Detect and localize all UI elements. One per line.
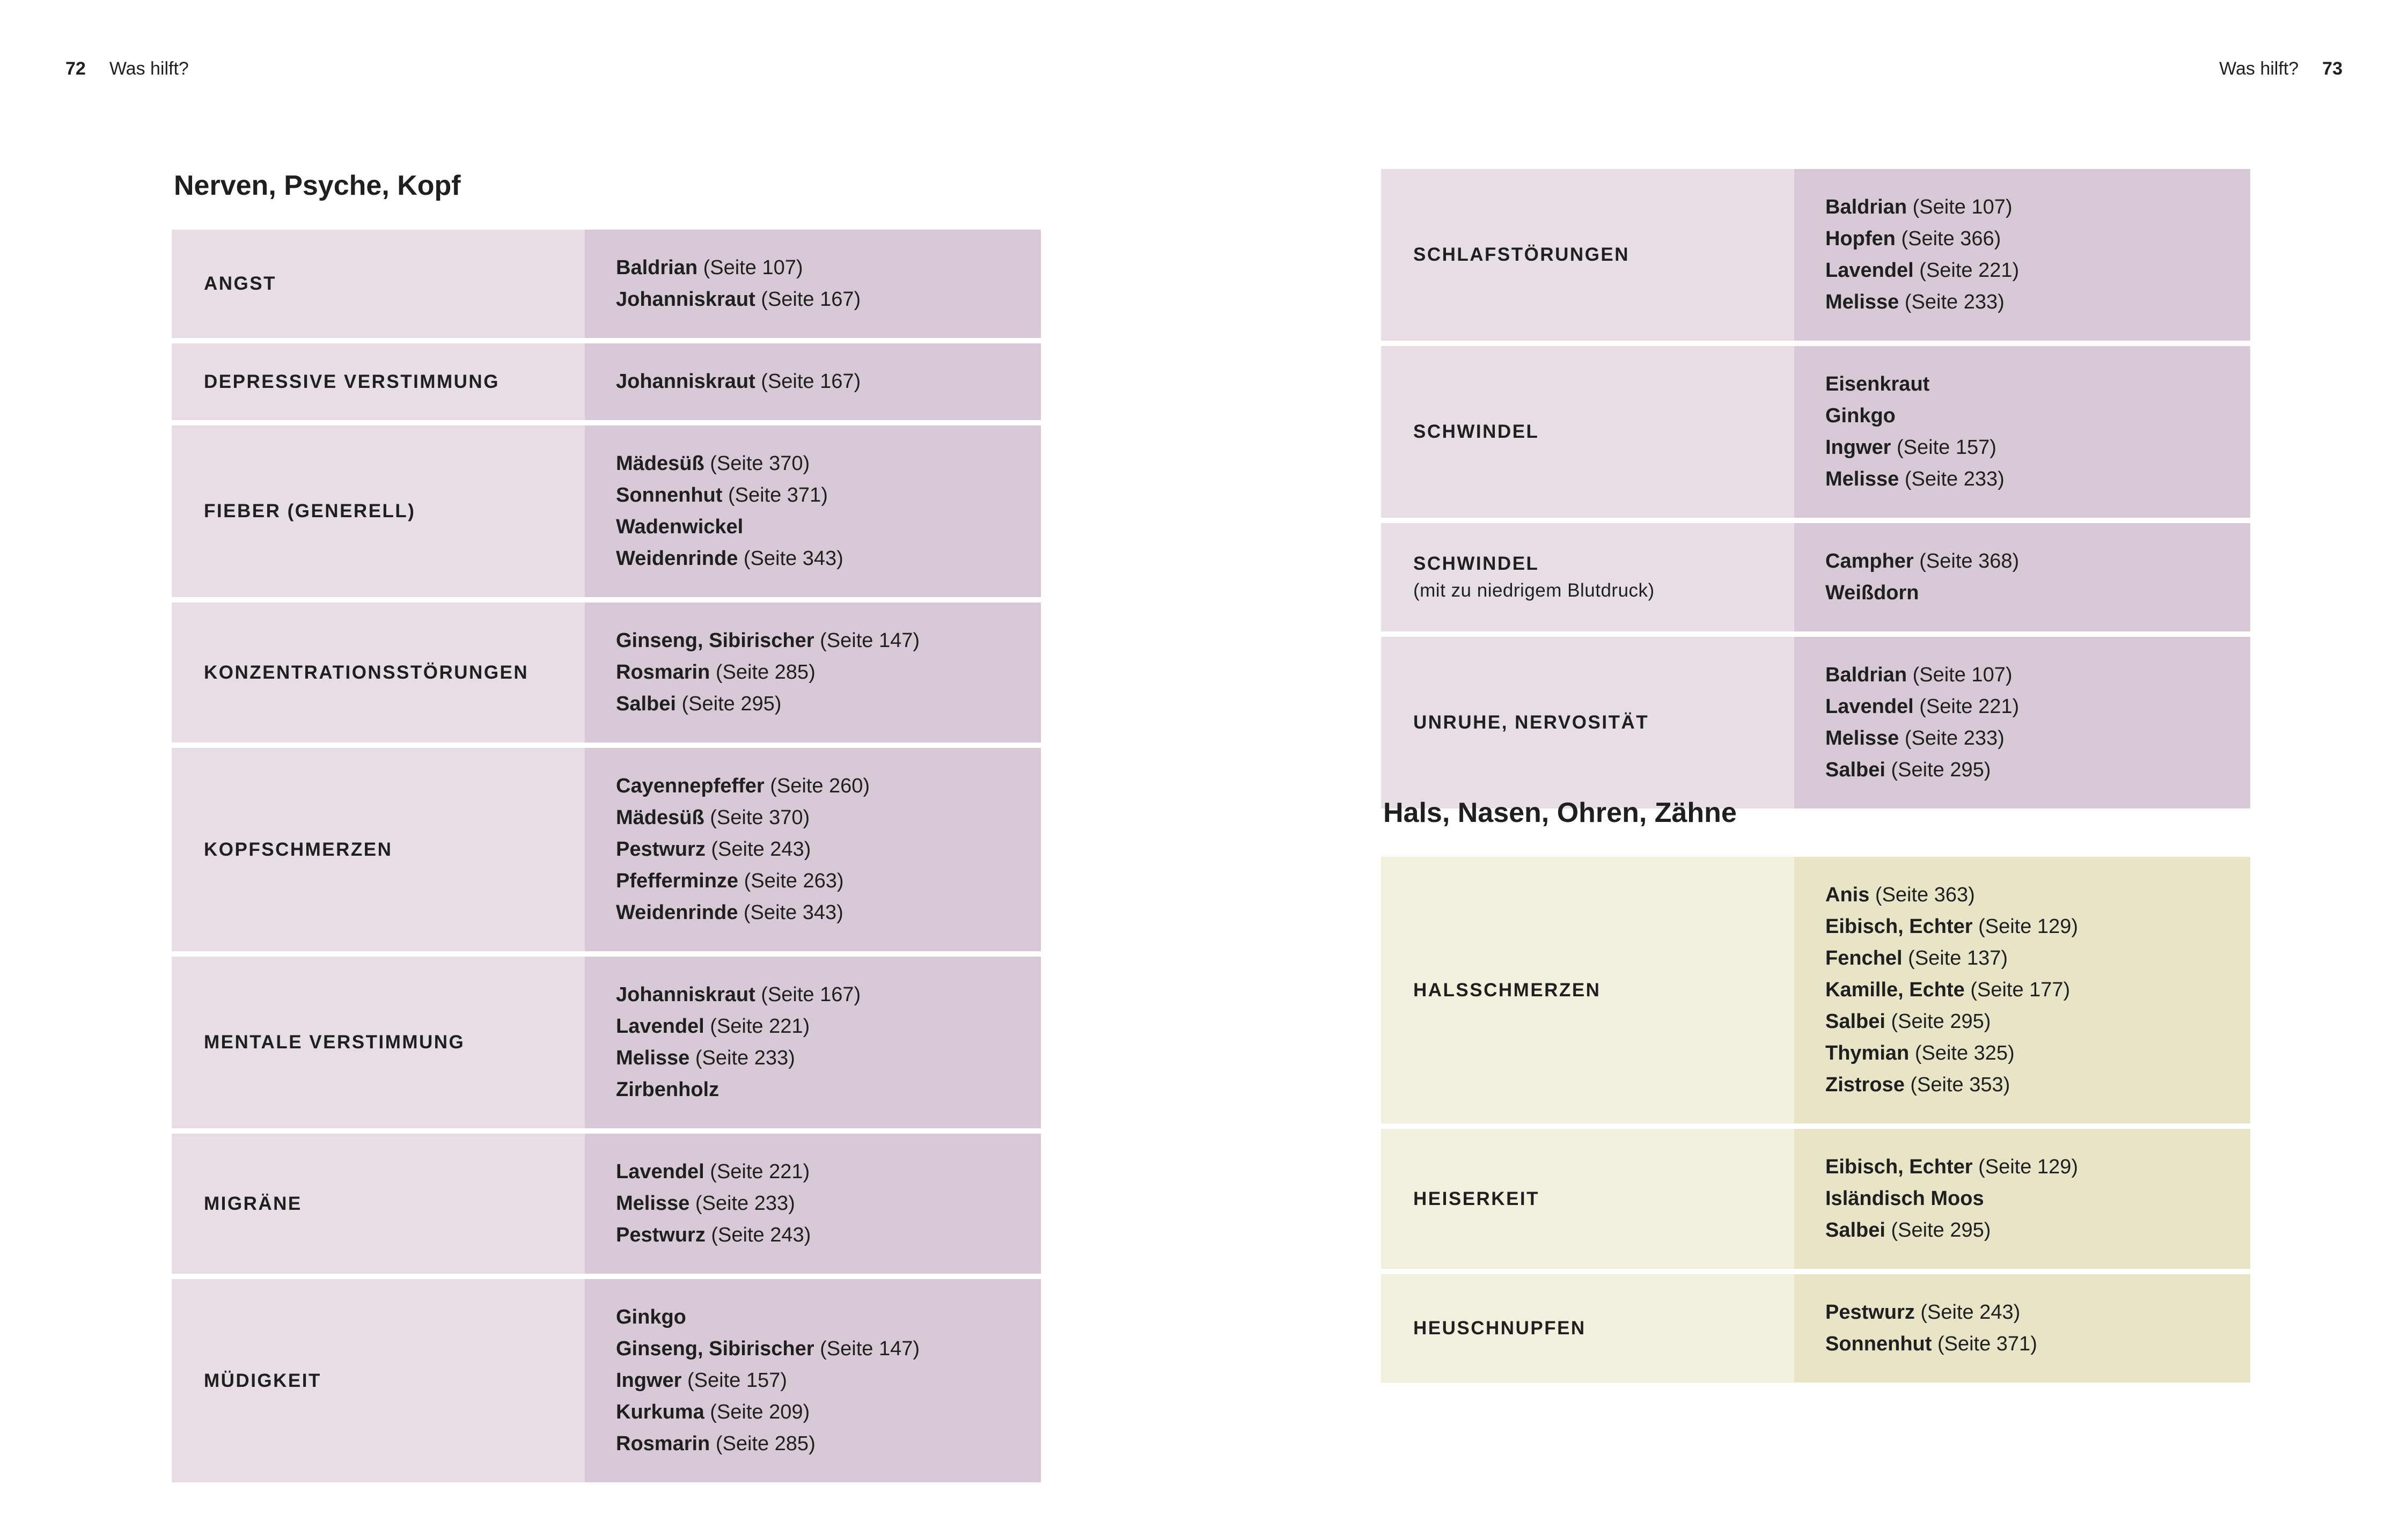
remedy-item [1825,546,2219,577]
condition-cell [1381,637,1794,809]
remedy-name: Johanniskraut [616,370,755,393]
remedy-name: Campher [1825,550,1914,572]
remedy-name: Salbei [1825,1010,1885,1033]
remedy-item [616,1074,1010,1106]
remedy-item [616,366,1010,398]
condition-label: ANGST [204,273,276,294]
remedy-name: Ginseng, Sibirischer [616,629,814,652]
condition-label: SCHLAFSTÖRUNGEN [1413,244,1630,265]
remedy-name: Melisse [1825,291,1899,313]
condition-cell [172,230,585,338]
remedy-name: Pestwurz [616,838,706,861]
remedy-name: Ingwer [1825,436,1891,459]
page-reference: (Seite 285) [715,661,816,684]
page-reference: (Seite 233) [1904,727,2005,750]
remedy-item [1825,1215,2219,1246]
remedy-name: Baldrian [616,256,698,279]
remedy-name: Pestwurz [616,1224,706,1246]
remedy-item [616,1333,1010,1365]
remedy-name: Anis [1825,884,1870,906]
page-header [65,56,189,82]
section-nerven-psyche-kopf [172,170,1041,1482]
continued-table-section [1381,169,2250,809]
remedy-item [1825,879,2219,911]
page-reference: (Seite 370) [710,452,810,475]
remedies-cell [585,230,1041,338]
page-reference: (Seite 343) [743,547,843,570]
page-reference: (Seite 167) [761,370,861,393]
condition-cell [172,602,585,743]
remedy-name: Kurkuma [616,1401,704,1423]
remedy-item [616,284,1010,315]
table-row [1381,857,2250,1123]
remedies-cell [585,425,1041,597]
condition-cell [1381,346,1794,518]
remedy-name: Lavendel [1825,695,1914,718]
remedies-cell [585,957,1041,1128]
page-reference: (Seite 107) [1912,196,2013,218]
page-reference: (Seite 107) [1912,664,2013,686]
remedy-name: Lavendel [616,1160,704,1183]
remedy-item [616,770,1010,802]
page-reference: (Seite 343) [743,901,843,924]
remedies-cell [585,602,1041,743]
page-number: 72 [65,58,86,79]
page-reference: (Seite 167) [761,288,861,311]
remedy-name: Zistrose [1825,1074,1905,1096]
page-reference: (Seite 157) [687,1369,787,1392]
page-reference: (Seite 233) [1904,291,2005,313]
section-title: Nerven, Psyche, Kopf [174,170,461,201]
table-row [172,602,1041,743]
table-row [1381,1274,2250,1383]
section-title: Hals, Nasen, Ohren, Zähne [1383,797,1737,828]
page-reference: (Seite 263) [744,870,844,892]
condition-cell [172,748,585,951]
page-reference: (Seite 285) [715,1432,816,1455]
page-reference: (Seite 221) [1919,259,2020,282]
table-row [1381,523,2250,631]
remedy-name: Rosmarin [616,1432,710,1455]
remedies-cell [1794,637,2250,809]
page-reference: (Seite 363) [1875,884,1975,906]
remedy-item [616,480,1010,511]
condition-label: HEUSCHNUPFEN [1413,1318,1586,1339]
page-reference: (Seite 366) [1901,227,2001,250]
remedy-item [616,1302,1010,1333]
page-reference: (Seite 295) [1891,1010,1991,1033]
page-reference: (Seite 370) [710,806,810,829]
page-reference: (Seite 177) [1970,979,2071,1001]
remedy-item [1825,432,2219,464]
remedy-item [1825,255,2219,286]
remedy-item [1825,192,2219,223]
remedy-name: Cayennepfeffer [616,775,765,797]
remedy-name: Lavendel [616,1015,704,1038]
remedy-item [616,865,1010,897]
table-row [1381,346,2250,518]
remedy-item [1825,1328,2219,1360]
remedy-name: Salbei [1825,1219,1885,1241]
remedy-item [1825,1006,2219,1038]
remedy-name: Salbei [1825,759,1885,781]
condition-label: FIEBER (GENERELL) [204,501,416,521]
remedy-item [1825,369,2219,400]
remedy-item [1825,943,2219,974]
condition-cell [172,343,585,420]
condition-cell [1381,169,1794,341]
remedy-item [616,543,1010,575]
page-reference: (Seite 260) [770,775,870,797]
remedy-item [616,657,1010,688]
remedy-item [616,511,1010,543]
condition-label: UNRUHE, NERVOSITÄT [1413,712,1649,733]
remedy-item [1825,911,2219,943]
page-reference: (Seite 325) [1914,1042,2015,1064]
condition-cell [1381,1274,1794,1383]
condition-note: (mit zu niedrigem Blutdruck) [1413,580,1655,601]
remedy-item [616,1365,1010,1397]
remedies-cell [1794,523,2250,631]
remedy-item [616,979,1010,1011]
remedy-item [1825,723,2219,754]
remedy-name: Eibisch, Echter [1825,915,1973,938]
page-number: 73 [2322,58,2343,79]
remedies-cell [585,748,1041,951]
remedy-item [616,1428,1010,1460]
remedy-name: Kamille, Echte [1825,979,1965,1001]
remedy-name: Weidenrinde [616,901,738,924]
page-header [2219,56,2343,82]
page-reference: (Seite 371) [1937,1333,2037,1355]
remedy-table [172,230,1041,1482]
remedy-item [1825,1297,2219,1328]
page-reference: (Seite 295) [1891,759,1991,781]
page-reference: (Seite 147) [820,629,920,652]
remedy-item [1825,400,2219,432]
remedy-item [616,688,1010,720]
condition-label: MENTALE VERSTIMMUNG [204,1032,465,1053]
remedy-item [616,1042,1010,1074]
condition-cell [172,1279,585,1482]
remedy-name: Ingwer [616,1369,682,1392]
section-hals-nasen-ohren-zaehne [1381,797,2250,1383]
remedy-name: Salbei [616,693,676,715]
remedy-item [1825,659,2219,691]
remedy-name: Melisse [1825,727,1899,750]
condition-cell [1381,1129,1794,1269]
page-reference: (Seite 221) [1919,695,2020,718]
remedy-name: Sonnenhut [616,484,723,506]
remedy-name: Baldrian [1825,196,1907,218]
page-reference: (Seite 353) [1910,1074,2010,1096]
table-row [1381,1129,2250,1269]
remedy-item [1825,223,2219,255]
running-title: Was hilft? [109,58,189,79]
running-title: Was hilft? [2219,58,2299,79]
remedies-cell [1794,1274,2250,1383]
page-reference: (Seite 233) [1904,468,2005,490]
page-reference: (Seite 209) [710,1401,810,1423]
remedy-name: Weißdorn [1825,582,1919,604]
remedy-item [1825,1069,2219,1101]
remedy-table [1381,857,2250,1383]
remedy-item [1825,1038,2219,1069]
page-reference: (Seite 243) [1920,1301,2021,1324]
remedy-name: Melisse [1825,468,1899,490]
remedy-item [1825,286,2219,318]
page-reference: (Seite 233) [695,1192,795,1215]
table-row [1381,169,2250,341]
table-row [172,343,1041,420]
remedy-item [1825,974,2219,1006]
condition-label: HEISERKEIT [1413,1188,1540,1209]
remedy-item [1825,464,2219,495]
page-reference: (Seite 107) [703,256,803,279]
page-reference: (Seite 221) [710,1015,810,1038]
remedy-name: Ginkgo [1825,405,1896,427]
table-row [1381,637,2250,809]
remedy-item [616,1397,1010,1428]
remedy-name: Baldrian [1825,664,1907,686]
page-reference: (Seite 167) [761,983,861,1006]
page-reference: (Seite 137) [1908,947,2008,969]
remedies-cell [1794,346,2250,518]
remedies-cell [585,343,1041,420]
remedy-name: Ginseng, Sibirischer [616,1338,814,1360]
remedy-name: Weidenrinde [616,547,738,570]
remedies-cell [1794,1129,2250,1269]
page-reference: (Seite 371) [728,484,828,506]
table-row [172,748,1041,951]
condition-label: DEPRESSIVE VERSTIMMUNG [204,371,500,392]
remedy-name: Wadenwickel [616,516,744,538]
table-row [172,425,1041,597]
remedy-name: Zirbenholz [616,1078,720,1101]
condition-label: MÜDIGKEIT [204,1370,321,1391]
condition-cell [1381,523,1794,631]
remedies-cell [1794,169,2250,341]
condition-cell [172,425,585,597]
condition-label: MIGRÄNE [204,1193,302,1214]
remedy-item [1825,754,2219,786]
condition-label: KONZENTRATIONSSTÖRUNGEN [204,662,529,683]
remedy-name: Pfefferminze [616,870,739,892]
remedy-name: Isländisch Moos [1825,1187,1984,1210]
page-reference: (Seite 129) [1978,915,2078,938]
remedy-item [1825,577,2219,609]
remedy-item [616,1219,1010,1251]
remedy-item [616,252,1010,284]
remedy-item [616,625,1010,657]
page-reference: (Seite 221) [710,1160,810,1183]
page-reference: (Seite 243) [711,1224,811,1246]
remedy-name: Mädesüß [616,806,704,829]
remedy-name: Fenchel [1825,947,1903,969]
remedy-name: Sonnenhut [1825,1333,1932,1355]
remedy-item [616,802,1010,834]
remedy-name: Rosmarin [616,661,710,684]
remedy-item [616,1188,1010,1219]
page-reference: (Seite 147) [820,1338,920,1360]
right-page [1204,0,2408,1521]
condition-label: KOPFSCHMERZEN [204,839,393,860]
page-reference: (Seite 157) [1897,436,1996,459]
remedy-name: Johanniskraut [616,288,755,311]
remedy-name: Thymian [1825,1042,1910,1064]
page-reference: (Seite 295) [681,693,782,715]
table-row [172,1134,1041,1274]
page-reference: (Seite 233) [695,1047,795,1069]
table-row [172,957,1041,1128]
remedy-item [1825,1151,2219,1183]
table-row [172,230,1041,338]
page-reference: (Seite 243) [711,838,811,861]
remedy-name: Melisse [616,1192,690,1215]
condition-cell [172,957,585,1128]
remedy-name: Pestwurz [1825,1301,1915,1324]
remedy-item [616,1011,1010,1042]
condition-label: SCHWINDEL [1413,553,1539,574]
remedy-name: Mädesüß [616,452,704,475]
condition-cell [1381,857,1794,1123]
condition-label: SCHWINDEL [1413,421,1539,442]
page-reference: (Seite 368) [1919,550,2020,572]
remedy-name: Eibisch, Echter [1825,1156,1973,1178]
page-reference: (Seite 129) [1978,1156,2078,1178]
remedy-item [616,834,1010,865]
table-row [172,1279,1041,1482]
remedy-name: Johanniskraut [616,983,755,1006]
remedy-name: Eisenkraut [1825,373,1930,395]
remedy-name: Hopfen [1825,227,1896,250]
condition-cell [172,1134,585,1274]
remedies-cell [585,1134,1041,1274]
remedies-cell [585,1279,1041,1482]
condition-label: HALSSCHMERZEN [1413,979,1601,1001]
remedy-item [1825,691,2219,723]
remedy-item [616,1156,1010,1188]
remedy-name: Melisse [616,1047,690,1069]
remedy-item [1825,1183,2219,1215]
remedy-item [616,897,1010,929]
remedies-cell [1794,857,2250,1123]
remedy-table [1381,169,2250,809]
remedy-item [616,448,1010,480]
remedy-name: Ginkgo [616,1306,686,1328]
page-reference: (Seite 295) [1891,1219,1991,1241]
remedy-name: Lavendel [1825,259,1914,282]
